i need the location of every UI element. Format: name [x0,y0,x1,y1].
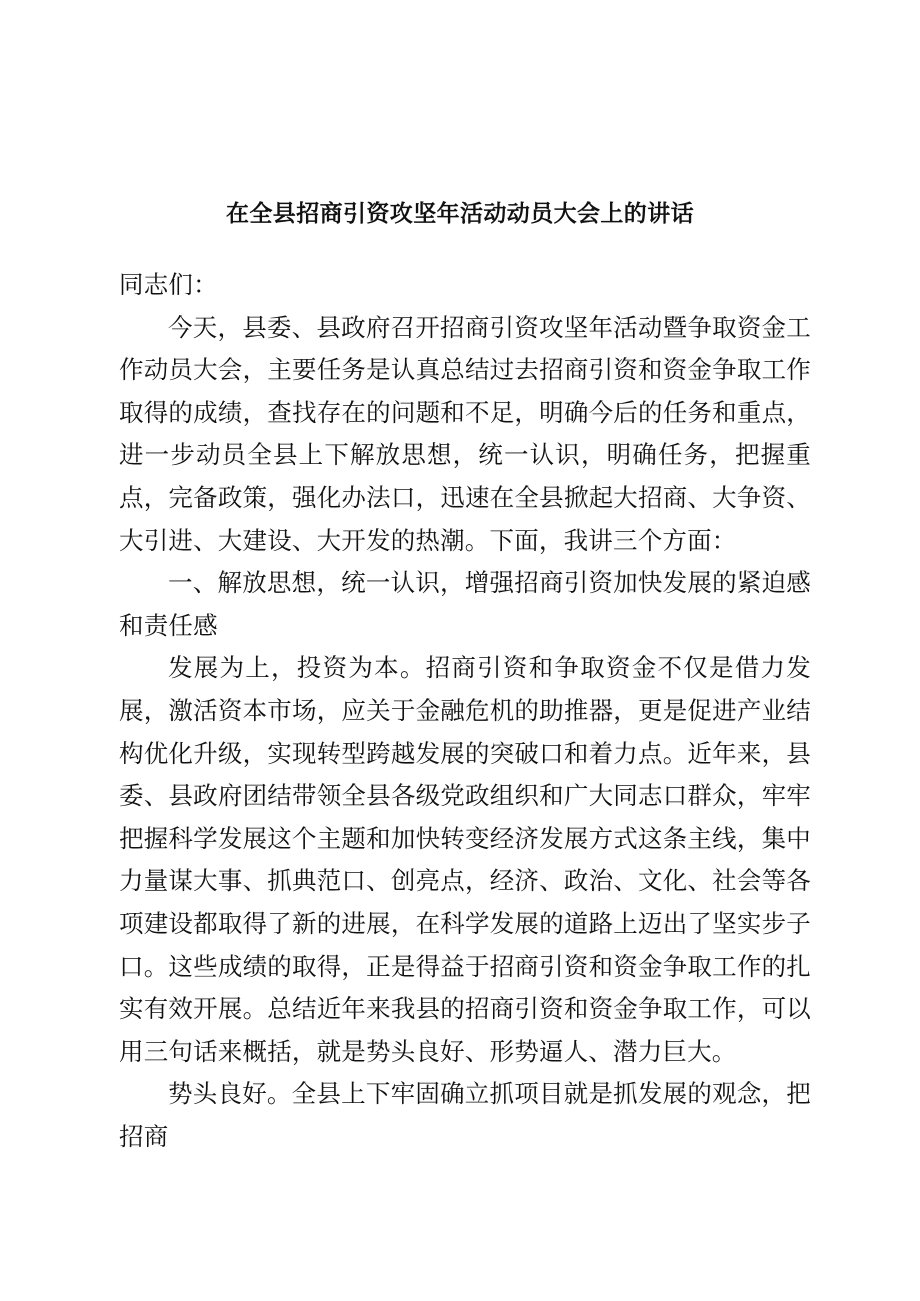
salutation: 同志们： [119,270,218,299]
paragraph-development: 发展为上，投资为本。招商引资和争取资金不仅是借力发展，激活资本市场，应关于金融危机的助推器，更是促进产业结构优化升级，实现转型跨越发展的突破口和着力点。近年来，县委、县政府团结带领全县各级党政组织和广大同志口群众，牢牢把握科学发展这个主题和加快转变经济发展方式这条主线，集中力量谋大事、抓典范口、创亮点，经济、政治、文化、社会等各项建设都取得了新的进展，在科学发展的道路上迈出了坚实步子口。这些成绩的取得，正是得益于招商引资和资金争取工作的扎实有效开展。总结近年来我县的招商引资和资金争取工作，可以用三句话来概括，就是势头良好、形势逼人、潜力巨大。 [119,653,811,1066]
paragraph-opening: 今天，县委、县政府召开招商引资攻坚年活动暨争取资金工作动员大会，主要任务是认真总结过去招商引资和资金争取工作取得的成绩，查找存在的问题和不足，明确今后的任务和重点，进一步动员全县上下解放思想，统一认识，明确任务，把握重点，完备政策，强化办法口，迅速在全县掀起大招商、大争资、大引进、大建设、大开发的热潮。下面，我讲三个方面： [119,312,811,555]
document-title: 在全县招商引资攻坚年活动动员大会上的讲话 [226,201,694,227]
paragraph-momentum: 势头良好。全县上下牢固确立抓项目就是抓发展的观念，把招商 [119,1079,811,1151]
document-body [119,264,811,1158]
section-heading-one: 一、解放思想，统一认识，增强招商引资加快发展的紧迫感和责任感 [119,568,811,640]
